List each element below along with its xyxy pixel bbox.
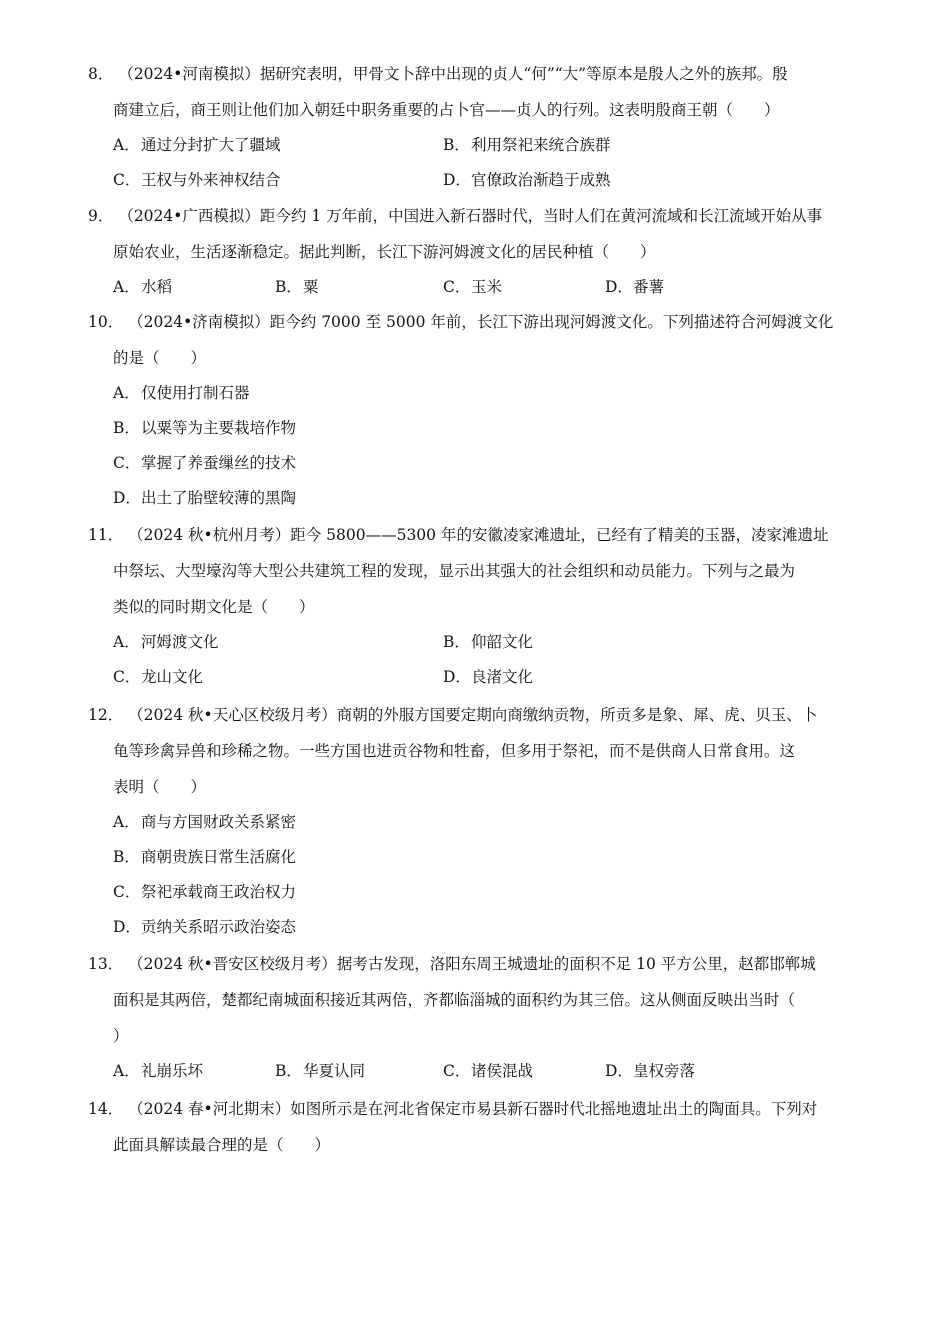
option-b[interactable]: B．华夏认同 [275, 1062, 366, 1080]
stem-line: 距今 5800——5300 年的安徽凌家滩遗址，已经有了精美的玉器，凌家滩遗址 [290, 526, 829, 544]
option-c[interactable]: C．龙山文化 [113, 668, 204, 686]
options [88, 625, 863, 695]
stem-continuation: 商建立后，商王则让他们加入朝廷中职务重要的占卜官——贞人的行列。这表明殷商王朝（ ） [113, 101, 780, 119]
option-a[interactable]: A．礼崩乐坏 [113, 1062, 204, 1080]
option-d[interactable]: D．番薯 [605, 278, 665, 296]
question-stem [88, 56, 863, 92]
stem-continuation: 类似的同时期文化是（ ） [113, 598, 315, 616]
question-source: （2024•广西模拟） [118, 207, 260, 225]
option-b[interactable]: B．粟 [275, 278, 319, 296]
question-stem [88, 198, 863, 234]
question-13 [88, 946, 863, 1089]
option-a[interactable]: A．水稻 [113, 278, 173, 296]
question-stem [88, 946, 863, 982]
question-source: （2024 秋•杭州月考） [128, 526, 291, 544]
stem-continuation: 面积是其两倍，楚都纪南城面积接近其两倍，齐都临淄城的面积约为其三倍。这从侧面反映出当时（ [113, 991, 796, 1009]
question-10 [88, 304, 863, 516]
stem-line: 距今约 7000 至 5000 年前，长江下游出现河姆渡文化。下列描述符合河姆渡文化 [269, 313, 834, 331]
options [88, 270, 863, 305]
question-9 [88, 198, 863, 305]
question-source: （2024 春•河北期末） [128, 1100, 291, 1118]
question-number: 9． [88, 207, 114, 225]
stem-continuation: 原始农业，生活逐渐稳定。据此判断，长江下游河姆渡文化的居民种植（ ） [113, 243, 656, 261]
option-d[interactable]: D．出土了胎壁较薄的黑陶 [113, 489, 297, 507]
question-number: 10． [88, 313, 124, 331]
question-number: 13． [88, 955, 124, 973]
option-a[interactable]: A．商与方国财政关系紧密 [113, 813, 297, 831]
stem-continuation: 龟等珍禽异兽和珍稀之物。一些方国也进贡谷物和牲畜，但多用于祭祀，而不是供商人日常食用。这 [113, 742, 796, 760]
question-number: 8． [88, 65, 114, 83]
question-stem [88, 517, 863, 553]
stem-continuation: 的是（ ） [113, 349, 207, 367]
option-a[interactable]: A．仅使用打制石器 [113, 384, 250, 402]
question-source: （2024•河南模拟） [118, 65, 260, 83]
stem-continuation: ） [113, 1027, 129, 1045]
option-d[interactable]: D．贡纳关系昭示政治姿态 [113, 918, 297, 936]
option-d[interactable]: D．官僚政治渐趋于成熟 [443, 171, 611, 189]
option-d[interactable]: D．皇权旁落 [605, 1062, 696, 1080]
question-stem [88, 1091, 863, 1127]
options [88, 376, 863, 516]
option-a[interactable]: A．河姆渡文化 [113, 633, 219, 651]
question-number: 11． [88, 526, 124, 544]
question-source: （2024•济南模拟） [128, 313, 270, 331]
stem-continuation: 此面具解读最合理的是（ ） [113, 1136, 331, 1154]
stem-line: 据研究表明，甲骨文卜辞中出现的贞人“何”“大”等原本是殷人之外的族邦。殷 [259, 65, 788, 83]
options [88, 128, 863, 198]
option-b[interactable]: B．以粟等为主要栽培作物 [113, 419, 297, 437]
stem-line: 商朝的外服方国要定期向商缴纳贡物，所贡多是象、犀、虎、贝玉、卜 [336, 706, 818, 724]
option-b[interactable]: B．利用祭祀来统合族群 [443, 136, 611, 154]
option-a[interactable]: A．通过分封扩大了疆域 [113, 136, 281, 154]
question-source: （2024 秋•晋安区校级月考） [128, 955, 337, 973]
stem-line: 距今约 1 万年前，中国进入新石器时代，当时人们在黄河流域和长江流域开始从事 [259, 207, 823, 225]
stem-continuation: 中祭坛、大型壕沟等大型公共建筑工程的发现，显示出其强大的社会组织和动员能力。下列与之最为 [113, 562, 796, 580]
option-c[interactable]: C．掌握了养蚕缫丝的技术 [113, 454, 297, 472]
question-number: 12． [88, 706, 124, 724]
question-14 [88, 1091, 863, 1163]
stem-line: 如图所示是在河北省保定市易县新石器时代北摇地遗址出土的陶面具。下列对 [290, 1100, 818, 1118]
options [88, 805, 863, 945]
option-c[interactable]: C．玉米 [443, 278, 503, 296]
option-c[interactable]: C．祭祀承载商王政治权力 [113, 883, 297, 901]
question-stem [88, 697, 863, 733]
question-stem [88, 304, 863, 340]
question-11 [88, 517, 863, 695]
option-b[interactable]: B．商朝贵族日常生活腐化 [113, 848, 297, 866]
option-c[interactable]: C．王权与外来神权结合 [113, 171, 281, 189]
question-8 [88, 56, 863, 198]
stem-continuation: 表明（ ） [113, 778, 207, 796]
question-12 [88, 697, 863, 945]
options [88, 1054, 863, 1089]
question-number: 14． [88, 1100, 124, 1118]
stem-line: 据考古发现，洛阳东周王城遗址的面积不足 10 平方公里，赵都邯郸城 [336, 955, 816, 973]
option-c[interactable]: C．诸侯混战 [443, 1062, 534, 1080]
question-source: （2024 秋•天心区校级月考） [128, 706, 337, 724]
option-d[interactable]: D．良渚文化 [443, 668, 534, 686]
option-b[interactable]: B．仰韶文化 [443, 633, 534, 651]
